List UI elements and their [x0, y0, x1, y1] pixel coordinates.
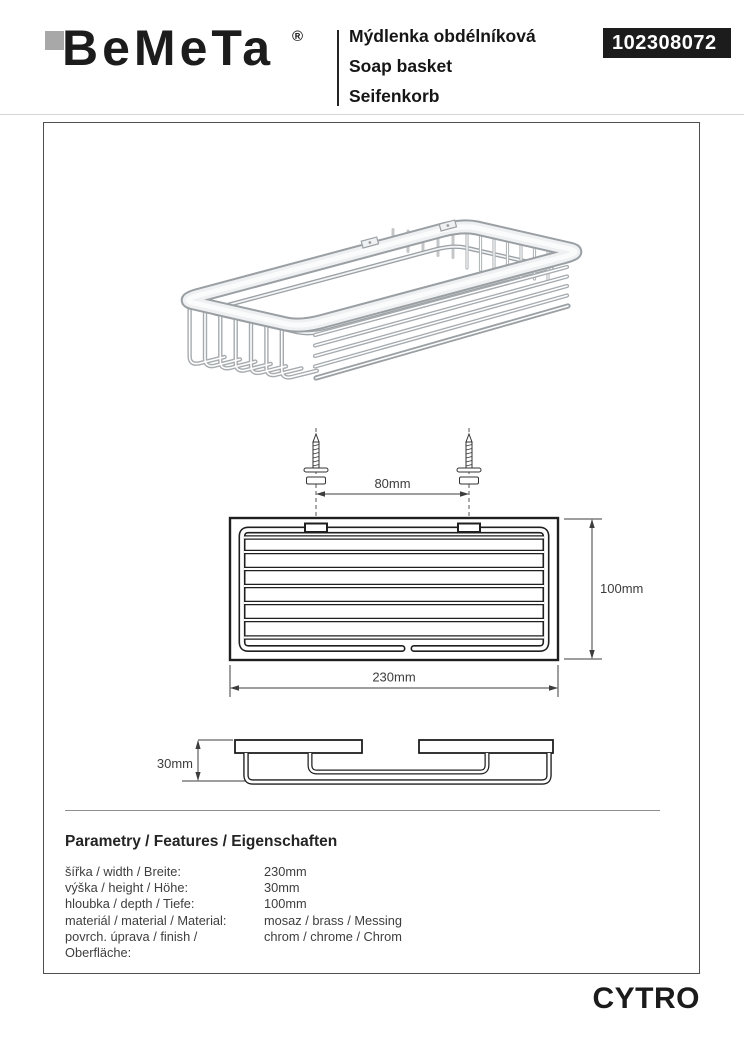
- param-label: hloubka / depth / Tiefe:: [65, 896, 195, 912]
- screw-right: [457, 434, 481, 484]
- top-view-drawing: [150, 425, 650, 710]
- side-view-inner-wire: [310, 753, 487, 772]
- product-titles: [349, 21, 536, 111]
- dimension-depth-label: 100mm: [600, 581, 644, 596]
- param-row-height: [65, 880, 625, 896]
- product-name-de: Seifenkorb: [349, 86, 440, 106]
- dimension-hole-spacing-label: 80mm: [374, 476, 411, 491]
- product-name-cs: Mýdlenka obdélníková: [349, 26, 536, 46]
- dimension-hole-spacing: [316, 476, 469, 497]
- param-label: materiál / material / Material:: [65, 912, 227, 928]
- parameters-table: [65, 864, 625, 961]
- param-value: 100mm: [264, 896, 307, 912]
- brand-logo: BeMeTa: [62, 20, 275, 76]
- param-label: povrch. úprava / finish / Oberfläche:: [65, 928, 198, 961]
- dimension-width: [230, 665, 558, 697]
- side-view-rim-left: [235, 740, 362, 753]
- param-value: 30mm: [264, 880, 300, 896]
- dimension-depth: [564, 519, 643, 659]
- dimension-height-label: 30mm: [156, 756, 193, 771]
- dimension-width-label: 230mm: [372, 669, 416, 685]
- product-code-badge: 102308072: [603, 28, 731, 58]
- param-value: chrom / chrome / Chrom: [264, 928, 402, 944]
- product-name-en: Soap basket: [349, 56, 453, 76]
- mount-tab-left: [305, 524, 327, 533]
- registered-trademark-icon: ®: [292, 28, 304, 45]
- side-view-drawing: [150, 728, 610, 798]
- product-photo: [165, 192, 605, 417]
- section-divider: [65, 810, 660, 811]
- header-rule: [0, 114, 744, 115]
- param-row-material: [65, 913, 625, 929]
- screw-left: [304, 434, 328, 484]
- dimension-height: [157, 740, 245, 781]
- mount-tab-right: [458, 524, 480, 533]
- header-divider: [337, 30, 339, 106]
- param-label: šířka / width / Breite:: [65, 864, 181, 879]
- param-row-width: [65, 864, 625, 880]
- param-label: výška / height / Höhe:: [65, 880, 189, 896]
- parameters-title: Parametry / Features / Eigenschaften: [65, 833, 338, 850]
- series-name: CYTRO: [592, 982, 700, 1015]
- param-value: mosaz / brass / Messing: [264, 912, 402, 928]
- side-view-outer-wire: [246, 753, 549, 782]
- side-view-rim-right: [419, 740, 553, 753]
- param-row-depth: [65, 896, 625, 912]
- param-value: 230mm: [264, 864, 307, 879]
- param-row-finish: [65, 929, 625, 961]
